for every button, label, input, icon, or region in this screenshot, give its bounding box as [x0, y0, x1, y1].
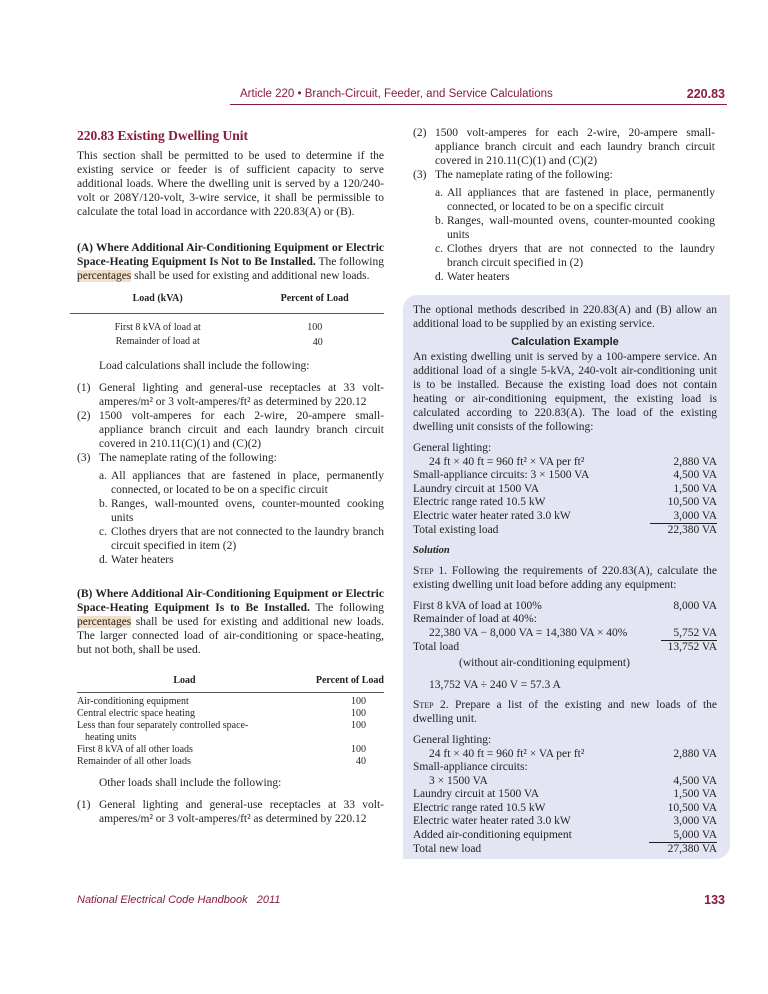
list-text: All appliances that are fastened in place, permanently connected, or located to be on a specific circuit — [447, 187, 715, 213]
calc-row — [413, 829, 717, 843]
table-cell: Less than four separately controlled space-heating units — [77, 720, 249, 743]
calc-label: Total load — [413, 641, 460, 653]
calc-label: Total new load — [413, 843, 482, 855]
sublist-item — [413, 242, 715, 270]
calc-label: Laundry circuit at 1500 VA — [413, 482, 540, 495]
section-title: 220.83 Existing Dwelling Unit — [77, 128, 249, 143]
list-letter: b. — [99, 498, 108, 510]
table-cell: Remainder of load at — [115, 335, 200, 347]
header-section-ref: 220.83 — [686, 87, 725, 101]
table-row — [77, 756, 384, 768]
list-item — [77, 381, 384, 409]
list-text: General lighting and general-use receptacles at 33 volt-amperes/m² or 3 volt-amperes/ft² as determined by 220.12 — [99, 799, 384, 825]
list-number: (2) — [77, 410, 91, 422]
load-list-a — [77, 381, 384, 567]
list-number: (3) — [77, 452, 91, 464]
table-b — [77, 671, 384, 768]
table-row — [77, 720, 384, 744]
table-cell: Central electric space heating — [77, 708, 195, 719]
calc-row — [413, 627, 717, 641]
subsection-a-text-end: shall be used for existing and additional new loads. — [131, 270, 370, 282]
calc-value: 10,500 VA — [667, 496, 717, 508]
list-number: (2) — [413, 127, 427, 139]
calc-value: 10,500 VA — [667, 801, 717, 814]
calc-label: Total existing load — [413, 524, 499, 536]
table-b-header: Percent of Load — [292, 671, 384, 693]
calc-label: Electric range rated 10.5 kW — [413, 496, 546, 508]
subsection-b — [77, 587, 384, 657]
calc-row — [413, 510, 717, 524]
list-number: (3) — [413, 169, 427, 181]
table-a-header: Percent of Load — [245, 283, 384, 314]
sublist-item — [413, 214, 715, 242]
list-text: 1500 volt-amperes for each 2-wire, 20-ampere small-appliance branch circuit and each laundry branch circuit covered in 210.11(C)(1) and (C)(2) — [435, 127, 715, 167]
commentary-box — [403, 295, 730, 859]
list-number: (1) — [77, 382, 91, 394]
table-cell: 100 — [351, 720, 366, 731]
new-load-table — [413, 734, 717, 857]
calc-row — [413, 734, 717, 748]
list-text: 1500 volt-amperes for each 2-wire, 20-ampere small-appliance branch circuit and each laundry branch circuit covered in 210.11(C)(1) and (C)(2) — [99, 410, 384, 450]
subsection-b-text: The following — [315, 602, 384, 614]
left-column — [77, 128, 384, 826]
table-b-header: Load — [77, 671, 292, 693]
calc-value: 1,500 VA — [673, 482, 717, 495]
list-intro: Load calculations shall include the following: — [99, 360, 310, 372]
calc-value: 3,000 VA — [673, 815, 717, 827]
list-text: Ranges, wall-mounted ovens, counter-mounted cooking units — [447, 215, 715, 241]
list-intro: Other loads shall include the following: — [99, 777, 282, 789]
list-letter: a. — [99, 470, 107, 482]
table-cell: 40 — [356, 756, 366, 767]
calc-row — [413, 815, 717, 829]
table-cell: 100 — [307, 322, 323, 333]
commentary-text: The optional methods described in 220.83(A) and (B) allow an additional load to be supplied by an existing service. — [413, 304, 717, 330]
calc-value: 5,000 VA — [649, 829, 717, 843]
list-text: Water heaters — [447, 271, 510, 283]
example-text: An existing dwelling unit is served by a 100-ampere service. An additional load of a single 5-kVA, 240-volt air-conditioning unit is to be installed. Because the existing load does not contain heating or air-conditioning equipment, the existing load is calculated according to 220.83(A). The load of the existing dwelling unit consists of the following: — [413, 351, 717, 433]
sublist-item — [77, 469, 384, 497]
calc-label: Added air-conditioning equipment — [413, 829, 572, 841]
table-cell: Air-conditioning equipment — [77, 696, 189, 707]
list-text: Clothes dryers that are not connected to the laundry branch circuit specified in item (2) — [111, 526, 384, 552]
sublist-item — [413, 186, 715, 214]
calc-row — [413, 496, 717, 510]
calc-row — [413, 456, 717, 470]
load-list-b — [77, 798, 384, 826]
calc-label: 24 ft × 40 ft = 960 ft² × VA per ft² — [429, 455, 585, 468]
list-letter: c. — [99, 526, 107, 538]
list-letter: d. — [435, 271, 444, 283]
step-text: 2. Prepare a list of the existing and new loads of the dwelling unit. — [413, 699, 717, 725]
table-cell: First 8 kVA of load at — [114, 322, 201, 333]
list-text: Ranges, wall-mounted ovens, counter-mounted cooking units — [111, 498, 384, 524]
calc-label: General lighting: — [413, 734, 492, 746]
calc-value: 27,380 VA — [667, 843, 717, 855]
table-a-header: Load (kVA) — [70, 283, 245, 314]
calc-label: First 8 kVA of load at 100% — [413, 599, 542, 612]
table-row — [77, 708, 384, 720]
step-label: Step — [413, 699, 434, 711]
table-cell: 100 — [351, 708, 366, 719]
table-cell: First 8 kVA of all other loads — [77, 744, 193, 755]
table-cell: 40 — [312, 337, 323, 348]
list-item — [77, 409, 384, 451]
calc-row — [413, 442, 717, 456]
calc-label: Electric range rated 10.5 kW — [413, 801, 546, 814]
calc-label: Electric water heater rated 3.0 kW — [413, 815, 571, 827]
list-letter: c. — [435, 243, 443, 255]
table-row — [70, 334, 384, 349]
calc-label: 24 ft × 40 ft = 960 ft² × VA per ft² — [429, 747, 585, 760]
list-text: Water heaters — [111, 554, 174, 566]
list-item — [77, 798, 384, 826]
calc-row — [413, 469, 717, 483]
running-header — [230, 86, 727, 105]
load-list-b-continued — [413, 126, 715, 284]
section-intro: This section shall be permitted to be used to determine if the existing service or feeder is of sufficient capacity to serve additional loads. Where the dwelling unit is served by a 120/240-volt or 208Y/120-volt, 3-wire service, it shall be permissible to calculate the total load in accordance with 220.83(A) or (B). — [77, 150, 384, 218]
calc-label: Laundry circuit at 1500 VA — [413, 788, 540, 800]
calc-row — [413, 788, 717, 802]
step-text: 1. Following the requirements of 220.83(A), calculate the existing dwelling unit load before adding any equipment: — [413, 564, 717, 591]
list-item — [413, 126, 715, 168]
table-row — [77, 744, 384, 756]
sublist-item — [413, 270, 715, 284]
page-number: 133 — [704, 893, 725, 907]
table-row — [70, 314, 384, 335]
table-cell: Remainder of all other loads — [77, 756, 191, 767]
calc-value: 1,500 VA — [673, 788, 717, 800]
calc-value: 8,000 VA — [673, 599, 717, 612]
calc-value: 4,500 VA — [673, 774, 717, 787]
calc-label: Small-appliance circuits: 3 × 1500 VA — [413, 469, 590, 481]
step-label: Step — [413, 564, 434, 577]
calc-label: 3 × 1500 VA — [429, 774, 488, 787]
list-letter: b. — [435, 215, 444, 227]
book-title: National Electrical Code Handbook 2011 — [77, 894, 281, 906]
list-text: Clothes dryers that are not connected to the laundry branch circuit specified in (2) — [447, 243, 715, 269]
list-letter: d. — [99, 554, 108, 566]
table-a — [70, 283, 384, 349]
calc-row — [413, 802, 717, 816]
calc-label: Electric water heater rated 3.0 kW — [413, 510, 571, 522]
calc-total-row — [413, 641, 717, 655]
subsection-a — [77, 241, 384, 283]
subsection-a-heading: (A) Where Additional Air-Conditioning Equipment or Electric Space-Heating Equipment Is Not to Be Installed. — [77, 242, 384, 268]
sublist-item — [77, 497, 384, 525]
calc-value: 3,000 VA — [650, 510, 717, 524]
calc-value: 22,380 VA — [667, 524, 717, 536]
list-item — [413, 168, 715, 284]
calc-note: (without air-conditioning equipment) — [459, 656, 630, 669]
list-number: (1) — [77, 799, 91, 811]
step-2 — [413, 698, 717, 726]
list-text: General lighting and general-use receptacles at 33 volt-amperes/m² or 3 volt-amperes/ft² as determined by 220.12 — [99, 382, 384, 408]
calc-row — [413, 761, 717, 775]
calc-label: Remainder of load at 40%: — [413, 613, 537, 625]
solution-label — [413, 544, 717, 558]
list-text: The nameplate rating of the following: — [99, 452, 277, 464]
calc-value: 5,752 VA — [661, 627, 717, 641]
existing-load-table — [413, 442, 717, 538]
table-cell: 100 — [351, 744, 366, 755]
calc-label: Small-appliance circuits: — [413, 761, 528, 773]
page-footer — [77, 894, 727, 906]
table-row — [77, 693, 384, 709]
calc-row — [413, 483, 717, 497]
calc-row — [413, 600, 717, 614]
right-column — [413, 126, 715, 284]
example-title: Calculation Example — [511, 336, 619, 348]
calc-label: General lighting: — [413, 442, 492, 454]
calc-row — [413, 655, 717, 671]
step1-calc-table — [413, 600, 717, 671]
calc-row — [413, 775, 717, 789]
subsection-a-text: The following — [318, 256, 384, 268]
running-title: Article 220 • Branch-Circuit, Feeder, and Service Calculations — [240, 88, 553, 100]
calc-row — [413, 748, 717, 762]
step-1 — [413, 564, 717, 592]
list-text: All appliances that are fastened in place, permanently connected, or located to be on a specific circuit — [111, 470, 384, 496]
table-cell: 100 — [351, 696, 366, 707]
amperage-calc: 13,752 VA ÷ 240 V = 57.3 A — [429, 679, 561, 691]
calc-value: 13,752 VA — [667, 641, 717, 653]
calc-value: 2,880 VA — [673, 455, 717, 468]
highlighted-term: percentages — [77, 270, 132, 282]
list-item — [77, 451, 384, 567]
calc-label: 22,380 VA − 8,000 VA = 14,380 VA × 40% — [429, 627, 628, 639]
subsection-b-heading: (B) Where Additional Air-Conditioning Equipment or Electric Space-Heating Equipment Is to Be Installed. — [77, 588, 384, 614]
calc-total-row — [413, 843, 717, 857]
list-text: The nameplate rating of the following: — [435, 169, 613, 181]
calc-value: 2,880 VA — [673, 747, 717, 760]
sublist-item — [77, 525, 384, 553]
solution-label-text: Solution — [413, 544, 450, 556]
calc-row — [413, 613, 717, 627]
subsection-b-text-end: shall be used for existing and additional new loads. The larger connected load of air-conditioning or space-heating, but not both, shall be used. — [77, 616, 384, 656]
calc-value: 4,500 VA — [673, 469, 717, 481]
highlighted-term: percentages — [77, 616, 132, 628]
list-letter: a. — [435, 187, 443, 199]
calc-total-row — [413, 524, 717, 538]
sublist-item — [77, 553, 384, 567]
